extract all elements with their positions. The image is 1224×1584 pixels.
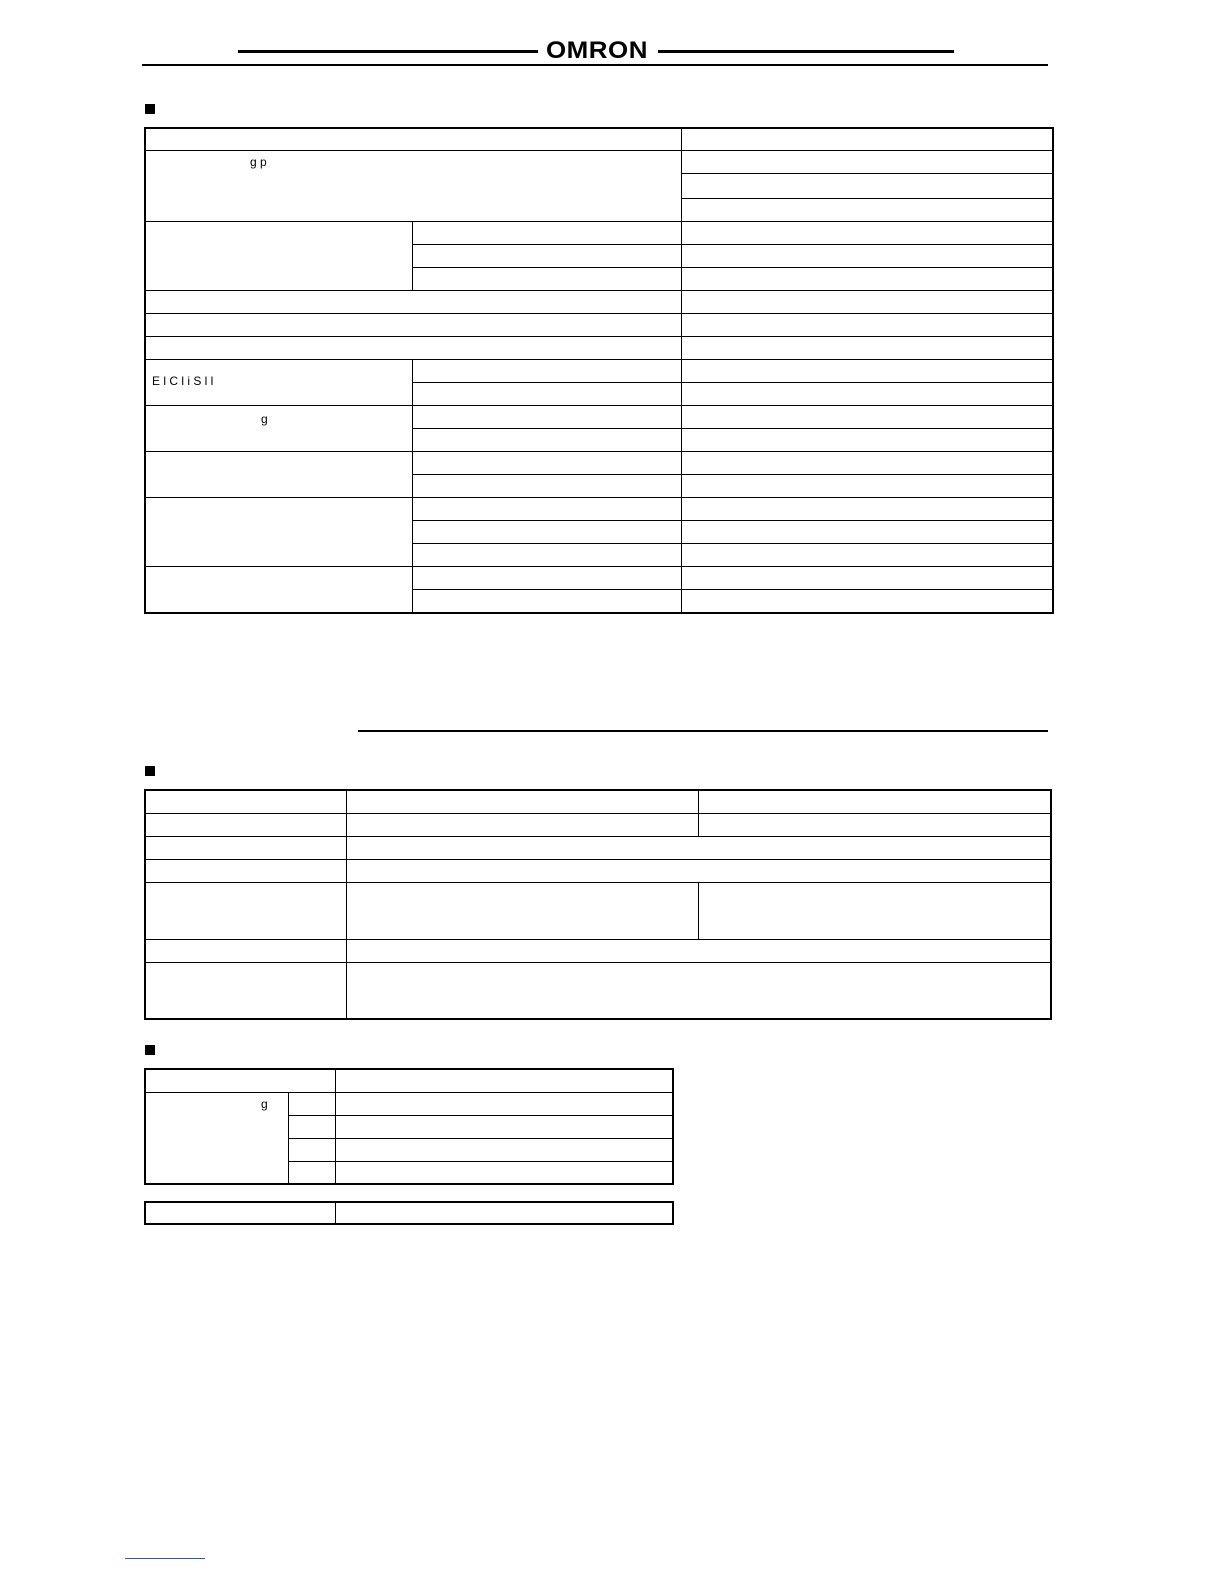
table-cell: [335, 1093, 673, 1116]
table-cell: [145, 337, 681, 360]
table-row: [145, 814, 1051, 837]
table-cell: [681, 429, 1053, 452]
table-row: [145, 291, 1053, 314]
table-cell: [698, 814, 1051, 837]
table-cell: [681, 360, 1053, 383]
table-cell: [681, 222, 1053, 245]
header-line-right: [658, 50, 954, 53]
table-cell: [681, 383, 1053, 406]
table-cell: [145, 128, 681, 151]
table-cell: [412, 521, 681, 544]
table-cell: [335, 1116, 673, 1139]
options-table: [144, 1068, 674, 1185]
table-cell: [681, 314, 1053, 337]
table-cell: [335, 1069, 673, 1093]
table-cell: [681, 406, 1053, 429]
table-cell: [145, 1069, 335, 1093]
table-row: [145, 963, 1051, 1020]
table-row: [145, 406, 1053, 429]
table-cell: [145, 360, 412, 406]
table-cell: [346, 883, 698, 940]
table-cell: [346, 860, 1051, 883]
table-cell: [681, 337, 1053, 360]
table-cell: [145, 1202, 335, 1224]
table-cell: [412, 406, 681, 429]
table-row: [145, 151, 1053, 174]
table-cell: [412, 429, 681, 452]
table-cell: [412, 452, 681, 475]
table-row: [145, 567, 1053, 590]
table-cell: [335, 1139, 673, 1162]
footer-link-underline[interactable]: [125, 1558, 205, 1559]
text-fragment: g p: [250, 155, 267, 169]
table-cell: [346, 837, 1051, 860]
table-cell: [145, 790, 346, 814]
table-cell: [681, 498, 1053, 521]
section-bullet-ratings: [145, 104, 155, 114]
table-cell: [145, 406, 412, 452]
header-line-left: [238, 50, 538, 53]
section-bullet-characteristics: [145, 766, 155, 776]
table-cell: [412, 360, 681, 383]
table-row: [145, 498, 1053, 521]
table-row: [145, 128, 1053, 151]
table-row: [145, 940, 1051, 963]
table-cell: [681, 452, 1053, 475]
table-cell: [412, 222, 681, 245]
table-row: [145, 1069, 673, 1093]
table-cell: [346, 963, 1051, 1020]
table-cell: [335, 1162, 673, 1185]
table-cell: [681, 590, 1053, 614]
table-row: [145, 860, 1051, 883]
table-cell: [412, 245, 681, 268]
text-fragment: g: [261, 1097, 268, 1111]
table-cell: [145, 963, 346, 1020]
table-row: [145, 790, 1051, 814]
table-row: [145, 222, 1053, 245]
section-divider: [358, 730, 1048, 732]
table-cell: [698, 883, 1051, 940]
table-row: [145, 360, 1053, 383]
omron-logo: [544, 36, 650, 66]
table-cell: [681, 128, 1053, 151]
table-cell: [681, 268, 1053, 291]
table-cell: [145, 498, 412, 567]
text-fragment: g: [261, 412, 268, 426]
table-cell: [412, 544, 681, 567]
header-rule: [142, 64, 1048, 66]
table-row: [145, 337, 1053, 360]
characteristics-table: [144, 789, 1052, 1020]
table-cell: [698, 790, 1051, 814]
table-cell: [145, 291, 681, 314]
table-cell: [145, 567, 412, 614]
table-cell: [412, 475, 681, 498]
table-row: [145, 1093, 673, 1116]
table-cell: [412, 498, 681, 521]
table-row: [145, 837, 1051, 860]
table-cell: [145, 151, 681, 222]
section-bullet-options: [145, 1045, 155, 1055]
table-cell: [145, 860, 346, 883]
table-row: [145, 314, 1053, 337]
options-table-2: [144, 1201, 674, 1225]
table-cell: [412, 590, 681, 614]
table-row: [145, 883, 1051, 940]
table-cell: [681, 174, 1053, 198]
table-cell: [346, 940, 1051, 963]
table-cell: [288, 1139, 335, 1162]
table-cell: [681, 544, 1053, 567]
table-cell: [145, 883, 346, 940]
logo-text: OMRON: [545, 37, 649, 64]
table-row: [145, 1202, 673, 1224]
table-cell: [681, 475, 1053, 498]
table-cell: [335, 1202, 673, 1224]
table-cell: [681, 198, 1053, 221]
text-fragment: E l C l i S l l: [152, 374, 214, 388]
table-cell: [681, 245, 1053, 268]
table-cell: [346, 814, 698, 837]
table-cell: [145, 222, 412, 291]
table-cell: [412, 567, 681, 590]
table-cell: [145, 940, 346, 963]
table-cell: [681, 291, 1053, 314]
table-cell: [145, 314, 681, 337]
table-cell: [288, 1162, 335, 1185]
ratings-table: [144, 127, 1054, 614]
table-cell: [412, 383, 681, 406]
table-row: [145, 452, 1053, 475]
table-cell: [681, 567, 1053, 590]
table-cell: [145, 837, 346, 860]
table-cell: [681, 151, 1053, 174]
table-cell: [681, 521, 1053, 544]
table-cell: [288, 1093, 335, 1116]
table-cell: [288, 1116, 335, 1139]
table-cell: [412, 268, 681, 291]
table-cell: [145, 1093, 288, 1185]
table-cell: [346, 790, 698, 814]
table-cell: [145, 452, 412, 498]
table-cell: [145, 814, 346, 837]
